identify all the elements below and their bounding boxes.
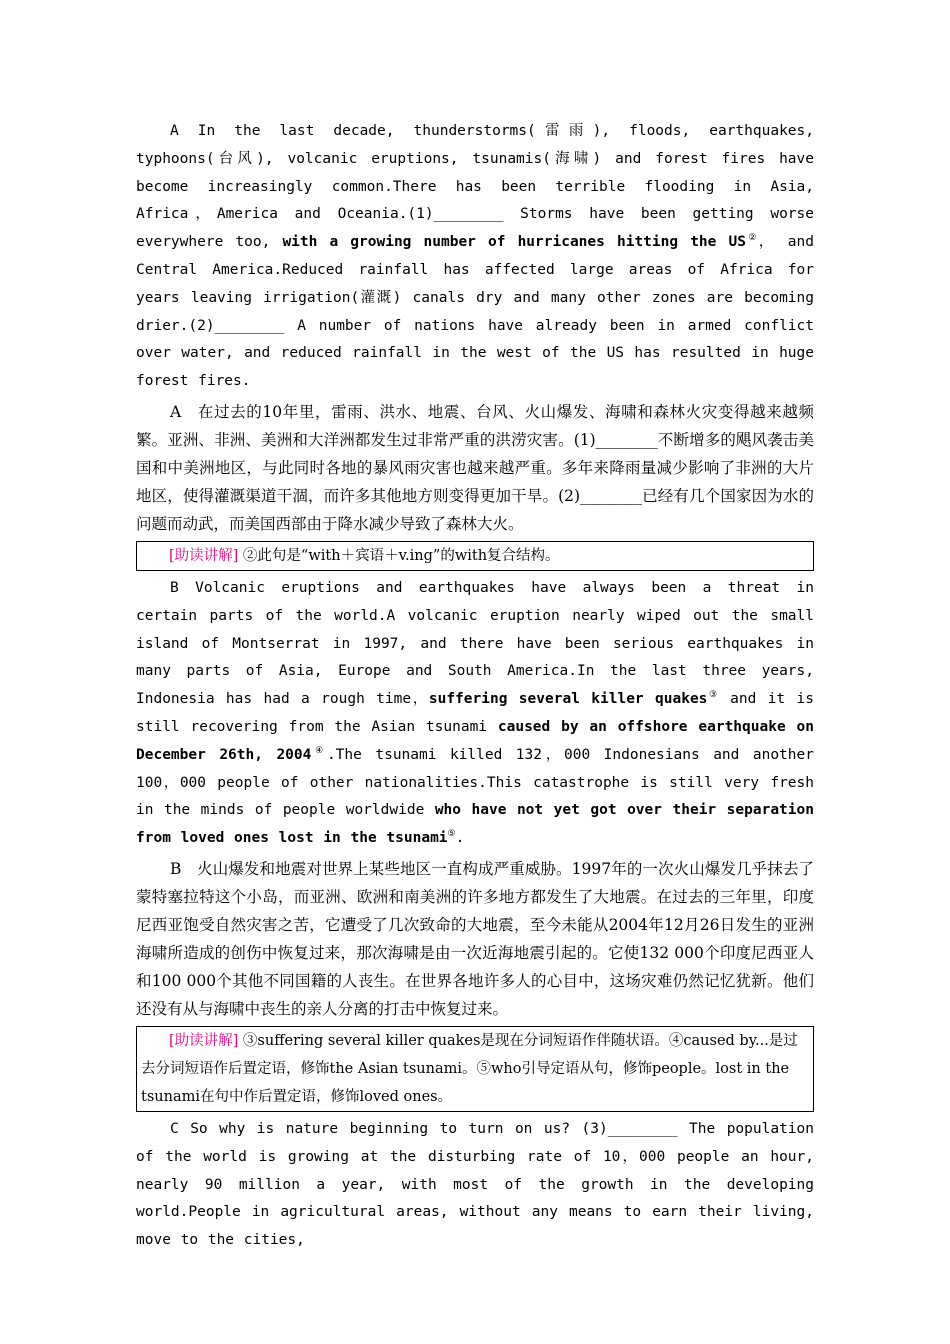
bold-phrase: suffering several killer quakes [428,691,708,708]
footnote-marker: ④ [311,745,327,756]
text-run: ， and Central America.Reduced rainfall has affected large areas of Africa for years leaving irrigation(灌溉) canals dry and many other zones are becoming drier.(2)________ A number of nations have already been in armed conflict over water, and reduced rainfall in the west of the US has resulted in huge forest fires. [136,234,814,390]
note-text: ②此句是“with＋宾语＋v.ing”的with复合结构。 [238,547,560,564]
text-run: B Volcanic eruptions and earthquakes have always been a threat in certain parts of the world.A volcanic eruption nearly wiped out the small island of Montserrat in 1997, and there have been serious earthquakes in many parts of Asia, Europe and South America.In the last three years, Indonesia has had a rough time， [136,579,814,708]
bold-phrase: with a growing number of hurricanes hitting the US [282,234,746,251]
bold-phrase: who have not yet got over their separation from loved ones lost in the tsunami [136,802,814,847]
footnote-marker: ② [745,233,759,244]
paragraph-b-chinese: B 火山爆发和地震对世界上某些地区一直构成严重威胁。1997年的一次火山爆发几乎抹去了蒙特塞拉特这个小岛，而亚洲、欧洲和南美洲的许多地方都发生了大地震。在过去的三年里，印度尼西亚饱受自然灾害之苦，它遭受了几次致命的大地震，至今未能从2004年12月26日发生的亚洲海啸所造成的创伤中恢复过来，那次海啸是由一次近海地震引起的。它使132 000个印度尼西亚人和100 000个其他不同国籍的人丧生。在世界各地许多人的心目中，这场灾难仍然记忆犹新。他们还没有从与海啸中丧生的亲人分离的打击中恢复过来。 [136,859,814,1018]
note-tag: [助读讲解] [169,1032,239,1049]
text-run: A In the last decade, thunderstorms(雷雨), floods, earthquakes, typhoons(台风), volcanic eruptions, tsunamis(海啸) and forest fires have become increasingly common.There has been terrible flooding in Asia, Africa，America and Oceania.(1)________ Storms have been getting worse everywhere too, [136,123,814,251]
paragraph-a-english [136,118,814,396]
bold-phrase: caused by an offshore earthquake on December 26th, 2004 [136,718,814,763]
note-tag: [助读讲解] [169,547,239,564]
text-run: and it is still recovering from the Asian tsunami [136,691,814,735]
reading-note-box [136,541,814,571]
note-text: ③suffering several killer quakes是现在分词短语作伴随状语。④caused by...是过去分词短语作后置定语，修饰the Asian tsunami。⑤who引导定语从句，修饰people。lost in the tsunami在句中作后置定语，修饰loved ones。 [141,1032,798,1105]
document-page [136,118,814,1257]
reading-note-box [136,1026,814,1112]
paragraph-b-english [136,575,814,853]
text-run: . [455,830,465,847]
footnote-marker: ③ [707,690,719,701]
text-run: .The tsunami killed 132，000 Indonesians and another 100，000 people of other nationalities.This catastrophe is still very fresh in the minds of people worldwide [136,746,814,819]
paragraph-a-chinese: A 在过去的10年里，雷雨、洪水、地震、台风、火山爆发、海啸和森林火灾变得越来越频繁。亚洲、非洲、美洲和大洋洲都发生过非常严重的洪涝灾害。(1)________不断增多的飓风袭击美国和中美洲地区，与此同时各地的暴风雨灾害也越来越严重。多年来降雨量减少影响了非洲的大片地区，使得灌溉渠道干涸，而许多其他地方则变得更加干旱。(2)________已经有几个国家因为水的问题而动武，而美国西部由于降水减少导致了森林大火。 [136,402,814,533]
paragraph-c-english: C So why is nature beginning to turn on us? (3)________ The population of the world is growing at the disturbing rate of 10，000 people an hour, nearly 90 million a year, with most of the growth in the developing world.People in agricultural areas, without any means to earn their living, move to the cities, [136,1120,814,1249]
footnote-marker: ⑤ [447,829,456,840]
